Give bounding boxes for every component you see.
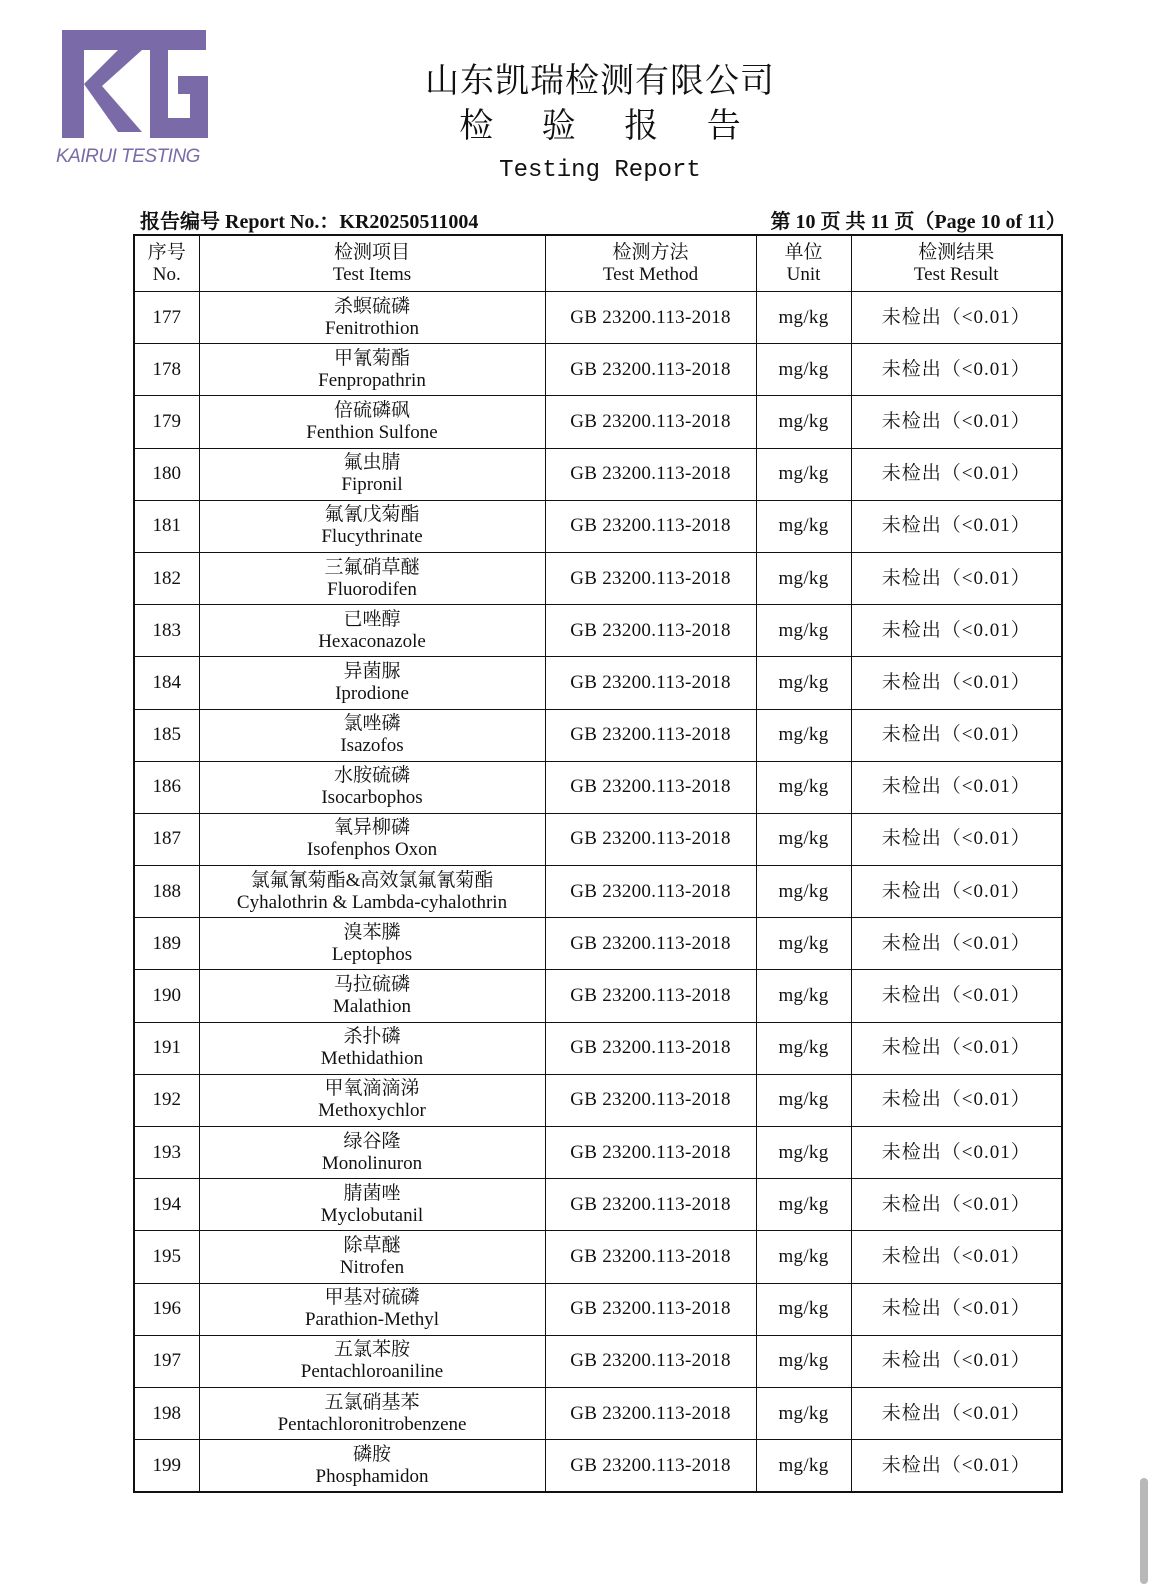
test-item-en: Myclobutanil [320,1204,424,1226]
test-item-en: Fenthion Sulfone [306,421,438,443]
header-method-cn: 检测方法 [612,241,689,263]
header-result-cn: 检测结果 [918,241,995,263]
row-number: 193 [134,1127,199,1179]
test-item-cn: 水胺硫磷 [333,765,410,787]
test-method: GB 23200.113-2018 [545,1231,756,1283]
unit: mg/kg [756,866,851,918]
test-item-en: Phosphamidon [315,1465,429,1487]
test-result: 未检出（<0.01） [851,1127,1062,1179]
header-test-result [851,235,1062,292]
unit: mg/kg [756,1179,851,1231]
test-item-cn: 氟虫腈 [343,452,401,474]
table-row [134,970,1062,1022]
table-row [134,1387,1062,1439]
test-item-cn: 杀扑磷 [343,1026,401,1048]
unit: mg/kg [756,657,851,709]
row-number: 197 [134,1335,199,1387]
unit: mg/kg [756,396,851,448]
results-table [133,234,1063,1493]
test-item [199,1335,545,1387]
row-number: 196 [134,1283,199,1335]
test-item-cn: 溴苯膦 [343,921,401,943]
header-no-en: No. [152,263,181,285]
test-item [199,605,545,657]
table-row [134,500,1062,552]
table-row [134,292,1062,344]
test-item-en: Malathion [332,996,412,1018]
test-item [199,500,545,552]
test-result: 未检出（<0.01） [851,500,1062,552]
table-row [134,1335,1062,1387]
row-number: 192 [134,1074,199,1126]
unit: mg/kg [756,1335,851,1387]
table-row [134,448,1062,500]
row-number: 179 [134,396,199,448]
table-row [134,1074,1062,1126]
table-row [134,1179,1062,1231]
test-item [199,709,545,761]
test-method: GB 23200.113-2018 [545,1074,756,1126]
test-item-en: Isazofos [340,735,404,757]
table-row [134,1283,1062,1335]
row-number: 189 [134,918,199,970]
test-method: GB 23200.113-2018 [545,344,756,396]
test-result: 未检出（<0.01） [851,292,1062,344]
test-item-cn: 氟氰戊菊酯 [324,504,420,526]
test-method: GB 23200.113-2018 [545,761,756,813]
unit: mg/kg [756,344,851,396]
test-item-cn: 倍硫磷砜 [333,399,410,421]
table-row [134,918,1062,970]
header-unit [756,235,851,292]
test-item-cn: 氧异柳磷 [333,817,410,839]
row-number: 194 [134,1179,199,1231]
test-item-cn: 磷胺 [352,1443,391,1465]
test-method: GB 23200.113-2018 [545,813,756,865]
test-method: GB 23200.113-2018 [545,1022,756,1074]
test-result: 未检出（<0.01） [851,918,1062,970]
report-header [400,60,800,188]
test-item-en: Parathion-Methyl [304,1309,440,1331]
test-item [199,1179,545,1231]
table-row [134,1231,1062,1283]
unit: mg/kg [756,1231,851,1283]
test-item [199,1231,545,1283]
header-test-items [199,235,545,292]
test-item [199,761,545,813]
test-result: 未检出（<0.01） [851,1231,1062,1283]
test-item-cn: 绿谷隆 [343,1130,401,1152]
test-item-cn: 氯氟氰菊酯&高效氯氟氰菊酯 [250,869,494,891]
unit: mg/kg [756,761,851,813]
row-number: 182 [134,552,199,604]
test-result: 未检出（<0.01） [851,866,1062,918]
test-result: 未检出（<0.01） [851,970,1062,1022]
test-item-cn: 三氟硝草醚 [324,556,420,578]
test-item-en: Methoxychlor [318,1100,426,1122]
unit: mg/kg [756,1127,851,1179]
unit: mg/kg [756,1387,851,1439]
test-item-cn: 除草醚 [343,1234,401,1256]
table-row [134,866,1062,918]
company-name: 山东凯瑞检测有限公司 [425,63,775,100]
unit: mg/kg [756,500,851,552]
test-item-en: Fluorodifen [327,578,417,600]
test-item [199,292,545,344]
table-row [134,761,1062,813]
test-result: 未检出（<0.01） [851,1335,1062,1387]
header-items-en: Test Items [332,263,412,285]
test-method: GB 23200.113-2018 [545,552,756,604]
test-item-en: Leptophos [331,943,413,965]
test-item-en: Methidathion [320,1048,424,1070]
row-number: 198 [134,1387,199,1439]
row-number: 188 [134,866,199,918]
test-result: 未检出（<0.01） [851,396,1062,448]
test-item-cn: 甲基对硫磷 [324,1287,420,1309]
header-unit-en: Unit [786,263,821,285]
test-item-cn: 甲氰菊酯 [333,347,410,369]
test-method: GB 23200.113-2018 [545,970,756,1022]
test-method: GB 23200.113-2018 [545,1127,756,1179]
test-item [199,552,545,604]
test-item-en: Isofenphos Oxon [306,839,438,861]
test-result: 未检出（<0.01） [851,605,1062,657]
test-item [199,1440,545,1493]
unit: mg/kg [756,813,851,865]
test-item-en: Flucythrinate [321,526,423,548]
header-test-method [545,235,756,292]
test-method: GB 23200.113-2018 [545,605,756,657]
test-item [199,1127,545,1179]
test-item [199,918,545,970]
test-result: 未检出（<0.01） [851,344,1062,396]
row-number: 187 [134,813,199,865]
row-number: 183 [134,605,199,657]
test-item-cn: 五氯硝基苯 [324,1391,420,1413]
test-result: 未检出（<0.01） [851,1022,1062,1074]
table-row [134,657,1062,709]
table-row [134,1127,1062,1179]
test-result: 未检出（<0.01） [851,761,1062,813]
logo-text: KAIRUI TESTING [56,146,200,167]
test-method: GB 23200.113-2018 [545,500,756,552]
header-unit-cn: 单位 [784,241,823,263]
test-result: 未检出（<0.01） [851,1074,1062,1126]
unit: mg/kg [756,605,851,657]
test-item-cn: 氯唑磷 [343,713,401,735]
table-row [134,344,1062,396]
test-item [199,813,545,865]
test-result: 未检出（<0.01） [851,1179,1062,1231]
test-item-en: Iprodione [335,682,409,704]
table-row [134,709,1062,761]
test-method: GB 23200.113-2018 [545,866,756,918]
unit: mg/kg [756,1074,851,1126]
test-method: GB 23200.113-2018 [545,1283,756,1335]
test-item [199,1387,545,1439]
row-number: 186 [134,761,199,813]
test-item [199,448,545,500]
header-items-cn: 检测项目 [333,241,410,263]
unit: mg/kg [756,448,851,500]
page-indicator: 第 10 页 共 11 页（Page 10 of 11） [770,211,1066,233]
report-title-cn: 检 验 报 告 [459,108,761,145]
test-item [199,396,545,448]
row-number: 195 [134,1231,199,1283]
kg-logo-icon [56,24,216,149]
test-item-en: Fenpropathrin [318,369,426,391]
test-item [199,657,545,709]
test-method: GB 23200.113-2018 [545,657,756,709]
vertical-scrollbar[interactable] [1140,1478,1148,1584]
header-result-en: Test Result [913,263,999,285]
test-item-cn: 异菌脲 [343,660,401,682]
header-no [134,235,199,292]
test-result: 未检出（<0.01） [851,813,1062,865]
test-method: GB 23200.113-2018 [545,1335,756,1387]
test-item-cn: 已唑醇 [343,608,401,630]
row-number: 199 [134,1440,199,1493]
test-result: 未检出（<0.01） [851,1283,1062,1335]
test-item-en: Hexaconazole [318,630,426,652]
unit: mg/kg [756,1440,851,1493]
row-number: 191 [134,1022,199,1074]
test-item-en: Cyhalothrin & Lambda-cyhalothrin [236,891,508,913]
table-row [134,396,1062,448]
test-item-cn: 甲氧滴滴涕 [324,1078,420,1100]
table-row [134,1022,1062,1074]
row-number: 180 [134,448,199,500]
test-result: 未检出（<0.01） [851,448,1062,500]
test-item-cn: 马拉硫磷 [333,974,410,996]
header-no-cn: 序号 [147,241,186,263]
report-number: 报告编号 Report No.：KR20250511004 [140,211,479,233]
test-result: 未检出（<0.01） [851,1440,1062,1493]
test-item [199,1074,545,1126]
test-method: GB 23200.113-2018 [545,448,756,500]
test-result: 未检出（<0.01） [851,552,1062,604]
test-method: GB 23200.113-2018 [545,1387,756,1439]
table-row [134,813,1062,865]
test-result: 未检出（<0.01） [851,709,1062,761]
test-item-cn: 五氯苯胺 [333,1339,410,1361]
test-item [199,866,545,918]
test-method: GB 23200.113-2018 [545,1440,756,1493]
table-row [134,552,1062,604]
test-result: 未检出（<0.01） [851,1387,1062,1439]
unit: mg/kg [756,292,851,344]
test-item-cn: 腈菌唑 [343,1182,401,1204]
test-item-cn: 杀螟硫磷 [333,295,410,317]
test-method: GB 23200.113-2018 [545,918,756,970]
test-method: GB 23200.113-2018 [545,292,756,344]
test-item-en: Fenitrothion [325,317,419,339]
test-item-en: Pentachloroaniline [300,1361,444,1383]
test-item-en: Isocarbophos [321,787,423,809]
test-item-en: Nitrofen [339,1256,405,1278]
unit: mg/kg [756,918,851,970]
unit: mg/kg [756,709,851,761]
test-item [199,970,545,1022]
row-number: 178 [134,344,199,396]
unit: mg/kg [756,552,851,604]
row-number: 184 [134,657,199,709]
table-row [134,1440,1062,1493]
test-method: GB 23200.113-2018 [545,709,756,761]
table-row [134,605,1062,657]
test-item-en: Pentachloronitrobenzene [277,1413,467,1435]
test-item [199,344,545,396]
unit: mg/kg [756,1283,851,1335]
test-item-en: Fipronil [341,474,403,496]
row-number: 181 [134,500,199,552]
test-method: GB 23200.113-2018 [545,1179,756,1231]
row-number: 190 [134,970,199,1022]
table-header-row [134,235,1062,292]
header-method-en: Test Method [602,263,699,285]
row-number: 177 [134,292,199,344]
report-title-en: Testing Report [499,157,701,184]
test-item [199,1283,545,1335]
kairui-logo [56,24,216,174]
unit: mg/kg [756,1022,851,1074]
test-item-en: Monolinuron [321,1152,423,1174]
test-item [199,1022,545,1074]
test-method: GB 23200.113-2018 [545,396,756,448]
test-result: 未检出（<0.01） [851,657,1062,709]
row-number: 185 [134,709,199,761]
unit: mg/kg [756,970,851,1022]
